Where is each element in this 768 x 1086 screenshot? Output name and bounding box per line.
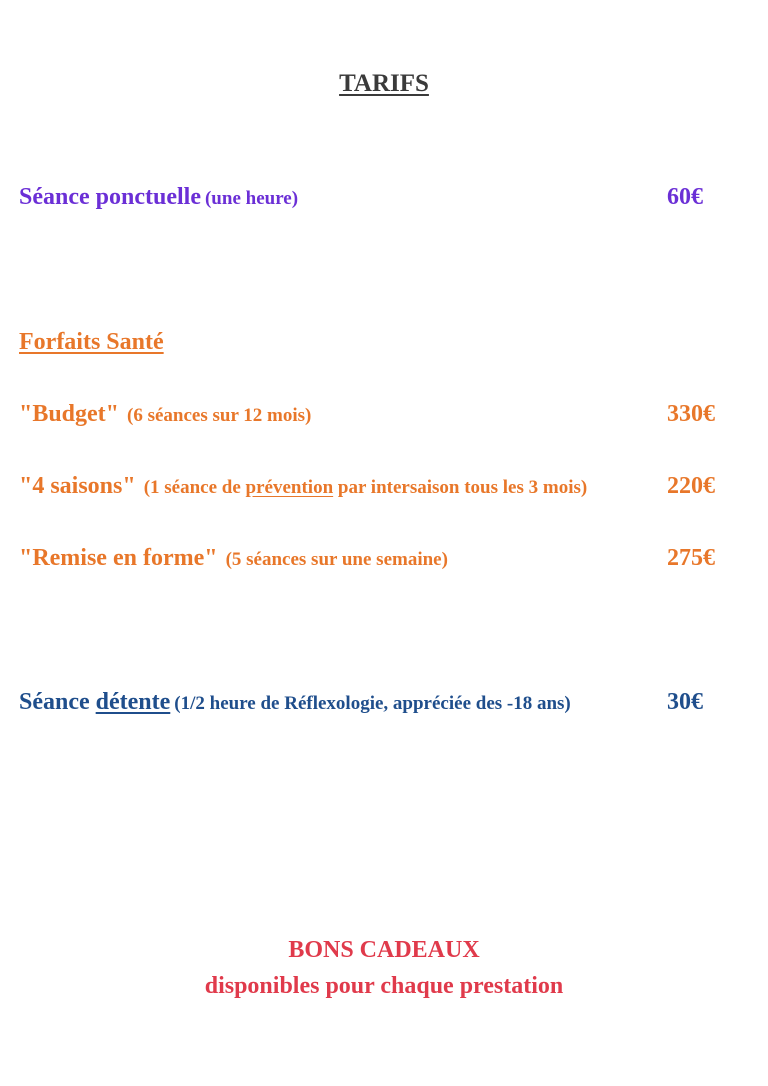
seance-ponctuelle-price: 60€ xyxy=(667,184,703,210)
forfait-4-saisons-detail-before: (1 séance de xyxy=(143,477,246,498)
forfait-budget-name: "Budget" xyxy=(19,401,119,427)
forfaits-heading: Forfaits Santé xyxy=(19,329,164,355)
seance-detente-row xyxy=(19,689,571,716)
forfait-remise-en-forme-price: 275€ xyxy=(667,545,715,571)
seance-detente-name-prefix: Séance xyxy=(19,689,96,715)
forfait-remise-en-forme-name: "Remise en forme" xyxy=(19,545,218,571)
bons-cadeaux-subtitle: disponibles pour chaque prestation xyxy=(204,973,564,999)
forfait-budget-row xyxy=(19,401,311,428)
seance-detente-name xyxy=(19,689,170,715)
bons-cadeaux-heading: BONS CADEAUX xyxy=(288,937,480,963)
forfait-4-saisons-detail-after: par intersaison tous les 3 mois) xyxy=(333,477,588,498)
seance-ponctuelle-detail: (une heure) xyxy=(204,188,299,209)
seance-detente-price: 30€ xyxy=(667,689,703,715)
forfait-4-saisons-prevention: prévention xyxy=(245,477,334,498)
seance-detente-detail: (1/2 heure de Réflexologie, appréciée des -18 ans) xyxy=(174,693,571,714)
seance-detente-name-underlined: détente xyxy=(95,689,171,715)
forfait-budget-detail: (6 séances sur 12 mois) xyxy=(127,405,312,426)
forfait-4-saisons-detail xyxy=(144,477,588,498)
seance-ponctuelle-row xyxy=(19,184,298,211)
forfait-4-saisons-name: "4 saisons" xyxy=(19,473,136,499)
forfait-budget-price: 330€ xyxy=(667,401,715,427)
page-title: TARIFS xyxy=(339,70,429,97)
seance-ponctuelle-name: Séance ponctuelle xyxy=(19,184,201,210)
forfait-4-saisons-row xyxy=(19,473,587,500)
forfait-4-saisons-price: 220€ xyxy=(667,473,715,499)
forfait-remise-en-forme-detail: (5 séances sur une semaine) xyxy=(225,549,448,570)
forfait-remise-en-forme-row xyxy=(19,545,448,572)
